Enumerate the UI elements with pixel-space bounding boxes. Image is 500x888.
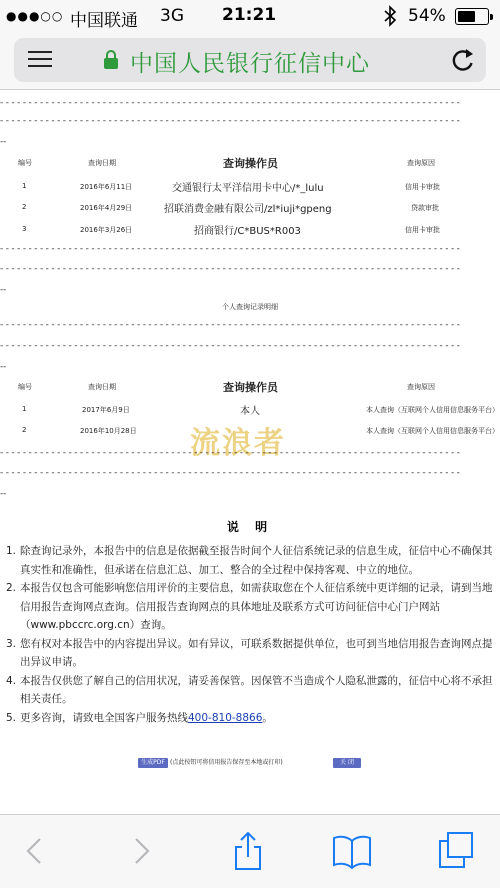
table-cell-no: 1 [22,405,27,413]
bluetooth-icon [383,4,397,33]
table-cell-operator: 本人 [240,406,260,417]
column-header-date: 查询日期 [88,159,116,167]
column-header-operator: 查询操作员 [223,381,278,394]
table-cell-date: 2016年4月29日 [80,204,133,212]
table-cell-no: 3 [22,225,27,233]
divider: - - - - - - - - - - - - - - - - - - - - - - - - - - - - - - - - - - - - - - - - - - - - - - - - - - - - - - - - - - - - - - - - - - - - - - - - - - - - - - - - - [0,341,460,351]
tabs-icon[interactable] [436,831,476,871]
table-cell-date: 2016年6月11日 [80,183,133,191]
battery-icon [455,8,489,25]
note-item: 4. 本报告仅供您了解自己的信用状况，请妥善保管。因保管不当造成个人隐私泄露的，征信中心将不承担相关责任。 [6,674,493,705]
divider: - - - - - - - - - - - - - - - - - - - - - - - - - - - - - - - - - - - - - - - - - - - - - - - - - - - - - - - - - - - - - - - - - - - - - - - - - - - - - - - - - [0,448,460,458]
divider: - - - - - - - - - - - - - - - - - - - - - - - - - - - - - - - - - - - - - - - - - - - - - - - - - - - - - - - - - - - - - - - - - - - - - - - - - - - - - - - - - [0,468,460,478]
watermark: 流浪者 [190,426,286,461]
browser-address-bar [0,34,500,90]
divider: -- [0,285,7,295]
column-header-no: 编号 [18,159,32,167]
notes-title: 说 明 [226,520,274,534]
table-cell-operator: 招联消费金融有限公司/zl*iuji*gpeng [164,204,332,215]
pdf-hint: (点此按钮可将信用报告保存至本地或打印) [170,759,283,766]
battery-percentage: 54% [408,6,446,26]
column-header-no: 编号 [18,383,32,391]
divider: - - - - - - - - - - - - - - - - - - - - - - - - - - - - - - - - - - - - - - - - - - - - - - - - - - - - - - - - - - - - - - - - - - - - - - - - - - - - - - - - - [0,264,460,274]
table-cell-reason: 信用卡审批 [405,226,440,234]
forward-icon[interactable] [120,831,160,871]
reload-icon[interactable] [450,47,476,73]
table-cell-date: 2016年3月26日 [80,226,133,234]
divider: -- [0,362,7,372]
report-content [0,90,500,814]
browser-toolbar [0,814,500,888]
column-header-date: 查询日期 [88,383,116,391]
divider: -- [0,137,7,147]
column-header-operator: 查询操作员 [223,157,278,170]
divider: - - - - - - - - - - - - - - - - - - - - - - - - - - - - - - - - - - - - - - - - - - - - - - - - - - - - - - - - - - - - - - - - - - - - - - - - - - - - - - - - - [0,98,460,108]
table-cell-reason: 本人查询（互联网个人信用信息服务平台） [366,406,499,414]
table-cell-reason: 贷款审批 [411,204,439,212]
network-type: 3G [160,6,184,26]
note-item: 3. 您有权对本报告中的内容提出异议。如有异议，可联系数据提供单位，也可到当地信用报告查询网点提出异议申请。 [6,637,493,668]
notes-list [6,542,496,727]
share-icon[interactable] [228,831,268,871]
divider: -- [0,489,7,499]
table-cell-operator: 招商银行/C*BUS*R003 [194,226,301,237]
reader-menu-icon[interactable] [28,51,52,69]
divider: - - - - - - - - - - - - - - - - - - - - - - - - - - - - - - - - - - - - - - - - - - - - - - - - - - - - - - - - - - - - - - - - - - - - - - - - - - - - - - - - - [0,320,460,330]
note-item: 2. 本报告仅包含可能影响您信用评价的主要信息，如需获取您在个人征信系统中更详细的记录，请到当地信用报告查询网点查询。信用报告查询网点的具体地址及联系方式可访问征信中心门户网站（www.pbccrc.org.cn）查询。 [6,582,493,631]
bookmarks-icon[interactable] [332,831,372,871]
signal-strength-icon: ●●●○○ [6,9,64,23]
note-item: 5. 更多咨询，请致电全国客户服务热线400-810-8866。 [6,711,273,724]
table-cell-operator: 交通银行太平洋信用卡中心/*_lulu [172,183,324,194]
table-cell-reason: 本人查询（互联网个人信用信息服务平台） [366,427,499,435]
status-bar [0,0,500,34]
generate-pdf-button[interactable]: 生成PDF [138,758,168,768]
table-cell-no: 2 [22,426,27,434]
table-cell-no: 1 [22,182,27,190]
table-cell-date: 2016年10月28日 [80,427,137,435]
section-title-personal-queries: 个人查询记录明细 [222,303,278,311]
column-header-reason: 查询原因 [407,159,435,167]
table-cell-no: 2 [22,203,27,211]
table-cell-date: 2017年6月9日 [82,406,130,414]
carrier-name: 中国联通 [70,11,138,31]
note-item: 1. 除查询记录外，本报告中的信息是依据截至报告时间个人征信系统记录的信息生成，征信中心不确保其真实性和准确性，但承诺在信息汇总、加工、整合的全过程中保持客观、中立的地位。 [6,545,493,576]
divider: - - - - - - - - - - - - - - - - - - - - - - - - - - - - - - - - - - - - - - - - - - - - - - - - - - - - - - - - - - - - - - - - - - - - - - - - - - - - - - - - - [0,244,460,254]
lock-icon [104,50,118,70]
clock: 21:21 [222,5,277,25]
url-field[interactable] [14,38,486,82]
close-button[interactable]: 关 闭 [333,758,361,768]
hotline-link[interactable]: 400-810-8866 [188,711,263,724]
site-title[interactable]: 中国人民银行征信中心 [130,51,370,77]
back-icon[interactable] [16,831,56,871]
column-header-reason: 查询原因 [407,383,435,391]
divider: - - - - - - - - - - - - - - - - - - - - - - - - - - - - - - - - - - - - - - - - - - - - - - - - - - - - - - - - - - - - - - - - - - - - - - - - - - - - - - - - - [0,116,460,126]
table-cell-reason: 信用卡审批 [405,183,440,191]
